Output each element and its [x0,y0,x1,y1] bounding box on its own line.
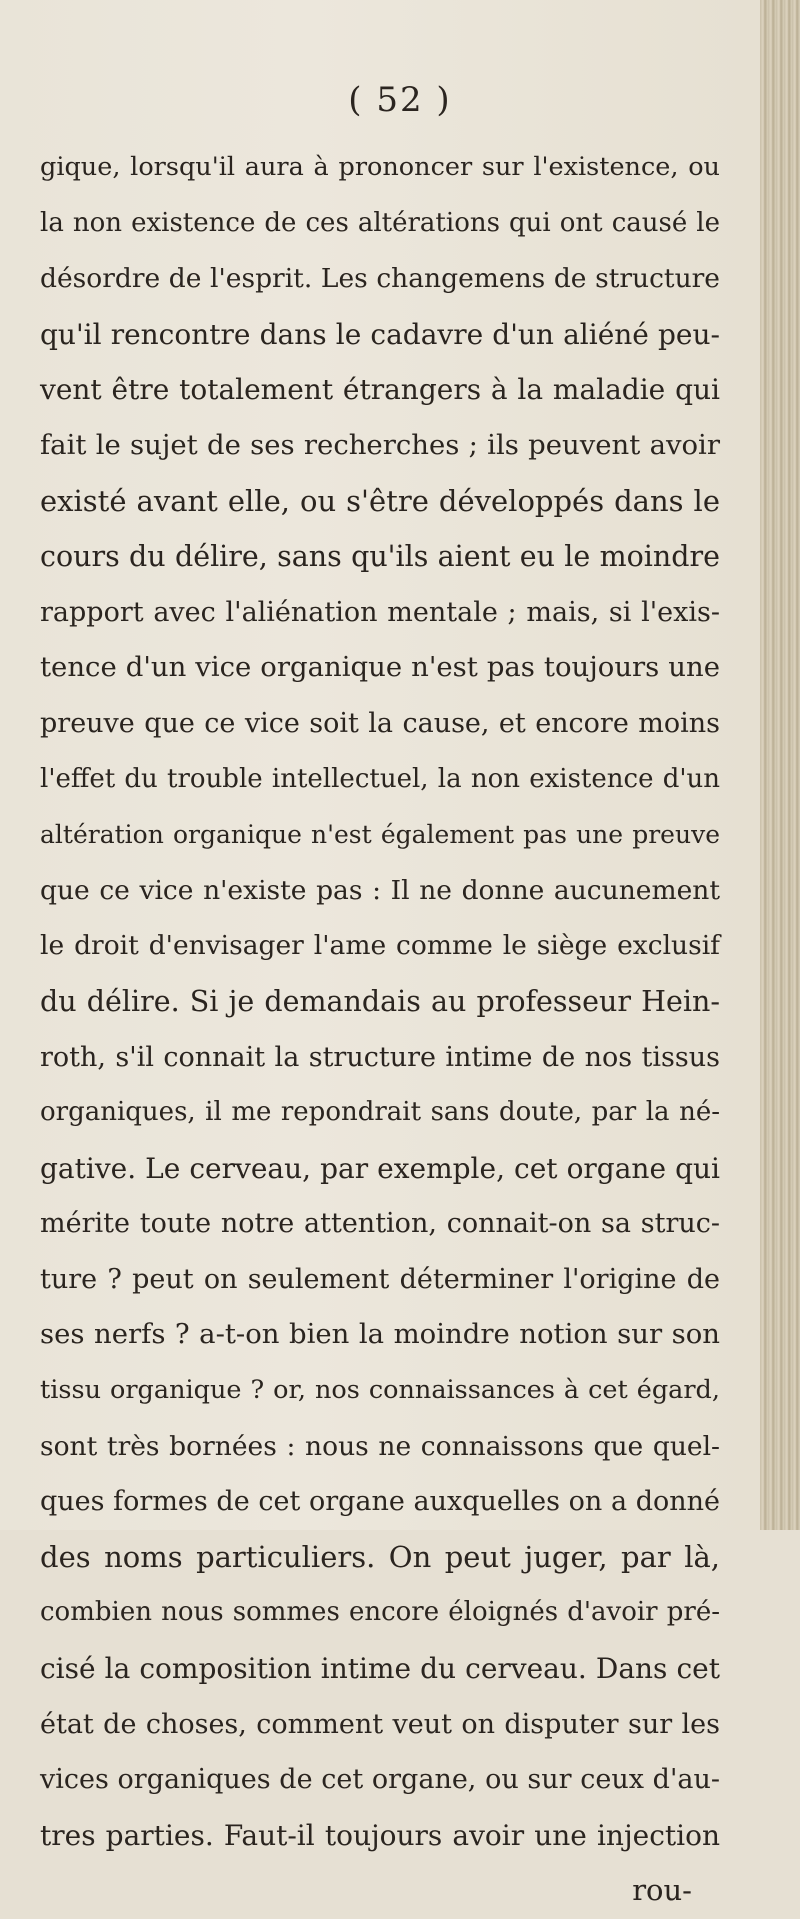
text-line: état de choses, comment veut on disputer sur les [40,1708,720,1740]
text-line: fait le sujet de ses recherches ; ils peuvent avoir [40,428,720,461]
text-line: des noms particuliers. On peut juger, par là, [40,1539,720,1574]
text-line: existé avant elle, ou s'être développés dans le [40,483,720,518]
text-line: cours du délire, sans qu'ils aient eu le moindre [40,540,720,574]
text-line: vices organiques de cet organe, ou sur ceux d'au- [40,1764,720,1796]
text-line: que ce vice n'existe pas : Il ne donne aucunement [40,874,720,906]
text-line: cisé la composition intime du cerveau. Dans cet [40,1652,720,1686]
text-line: organiques, il me repondrait sans doute, par la né- [40,1097,720,1128]
text-line: ques formes de cet organe auxquelles on a donné [40,1486,720,1518]
body-text [40,140,720,1919]
text-line: vent être totalement étrangers à la maladie qui [40,373,720,407]
text-line: tres parties. Faut-il toujours avoir une injection [40,1818,720,1852]
text-line: preuve que ce vice soit la cause, et encore moins [40,707,720,739]
text-line: désordre de l'esprit. Les changemens de structure [40,263,720,295]
text-line: roth, s'il connait la structure intime de nos tissus [40,1041,720,1073]
catchword: rou- [632,1873,692,1908]
text-line: le droit d'envisager l'ame comme le siège exclusif [40,930,720,962]
text-line: gative. Le cerveau, par exemple, cet organe qui [40,1151,720,1185]
text-line: mérite toute notre attention, connait-on sa struc- [40,1208,720,1240]
text-line: la non existence de ces altérations qui ont causé le [40,207,720,238]
text-line: ses nerfs ? a-t-on bien la moindre notion sur son [40,1318,720,1351]
text-line: tissu organique ? or, nos connaissances à cet égard, [40,1375,720,1406]
text-line: ture ? peut on seulement déterminer l'origine de [40,1263,720,1295]
text-line: combien nous sommes encore éloignés d'avoir pré- [40,1597,720,1628]
text-line: l'effet du trouble intellectuel, la non existence d'un [40,763,720,794]
text-line: tence d'un vice organique n'est pas toujours une [40,651,720,684]
text-line: sont très bornées : nous ne connaissons que quel- [40,1430,720,1462]
page-number: ( 52 ) [348,80,452,120]
book-gutter [760,0,800,1530]
text-line: du délire. Si je demandais au professeur Hein- [40,984,720,1018]
text-line: rapport avec l'aliénation mentale ; mais, si l'exis- [40,596,720,628]
text-line: qu'il rencontre dans le cadavre d'un aliéné peu- [40,317,720,351]
text-line: gique, lorsqu'il aura à prononcer sur l'existence, ou [40,152,720,182]
text-line: altération organique n'est également pas une preuve [40,820,720,850]
